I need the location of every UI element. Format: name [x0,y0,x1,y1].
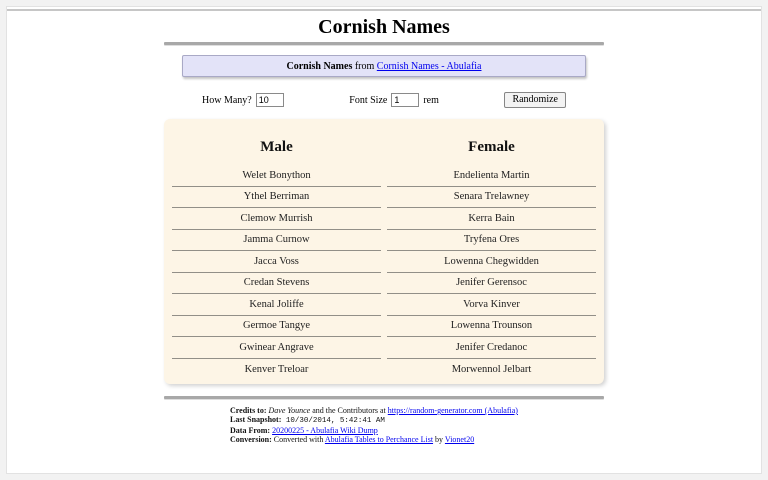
credits-author: Dave Younce [266,406,311,415]
name-cell: Jamma Curnow [172,230,381,252]
credits-line [230,406,604,415]
how-many-group [202,93,284,107]
source-banner [182,55,586,77]
conversion-author-link[interactable]: Vionet20 [444,435,475,444]
name-cell: Jenifer Gerensoc [387,273,596,295]
how-many-input[interactable] [256,93,284,107]
name-cell: Kerra Bain [387,208,596,230]
conversion-link[interactable]: Abulafia Tables to Perchance List [324,435,434,444]
female-column-cells [387,165,596,380]
snapshot-line [230,415,604,426]
name-cell: Welet Bonython [172,165,381,187]
male-column-header: Male [260,139,293,155]
font-size-input[interactable] [391,93,419,107]
font-size-unit: rem [423,94,439,106]
name-cell: Lowenna Chegwidden [387,251,596,273]
source-link[interactable]: Cornish Names - Abulafia [376,61,482,72]
name-cell: Vorva Kinver [387,294,596,316]
name-cell: Credan Stevens [172,273,381,295]
results-panel [164,119,604,384]
footer-divider [164,396,604,399]
name-cell: Lowenna Trounson [387,316,596,338]
male-column [172,139,381,384]
how-many-label: How Many? [202,94,252,106]
font-size-label: Font Size [349,94,388,106]
controls-bar [202,92,566,108]
credits-middle: and the Contributors at [310,406,388,415]
name-cell: Endelienta Martin [387,165,596,187]
name-cell: Kenver Treloar [244,363,309,375]
page-title: Cornish Names [318,16,450,38]
randomize-button[interactable]: Randomize [504,92,566,108]
content [164,42,604,444]
data-from-label: Data From: [230,426,271,435]
name-cell: Ythel Berriman [172,187,381,209]
name-cell: Gwinear Angrave [172,337,381,359]
credits-label: Credits to: [230,406,267,415]
conversion-by: by [433,435,445,444]
conversion-text: Converted with [271,435,325,444]
footer-credits [230,406,604,444]
credits-link[interactable]: https://random-generator.com (Abulafia) [387,406,518,415]
source-banner-middle: from [352,61,377,72]
conversion-label: Conversion: [230,435,272,444]
name-cell: Kenal Joliffe [172,294,381,316]
name-cell: Clemow Murrish [172,208,381,230]
female-column [387,139,596,384]
data-from-link[interactable]: 20200225 - Abulafia Wiki Dump [272,426,378,435]
font-size-group [349,93,439,107]
name-cell: Jenifer Credanoc [387,337,596,359]
name-cell: Germoe Tangye [172,316,381,338]
snapshot-label: Last Snapshot: [230,415,282,424]
male-column-cells [172,165,381,380]
name-cell: Senara Trelawney [387,187,596,209]
conversion-line [230,435,604,444]
data-from-line [230,426,604,435]
title-divider [164,42,604,45]
name-cell: Morwennol Jelbart [451,363,532,375]
name-cell: Tryfena Ores [387,230,596,252]
page [6,6,762,474]
top-divider [7,9,761,11]
female-column-header: Female [468,139,515,155]
snapshot-value: 10/30/2014, 5:42:41 AM [281,417,385,425]
source-banner-name: Cornish Names [286,61,353,72]
name-cell: Jacca Voss [172,251,381,273]
